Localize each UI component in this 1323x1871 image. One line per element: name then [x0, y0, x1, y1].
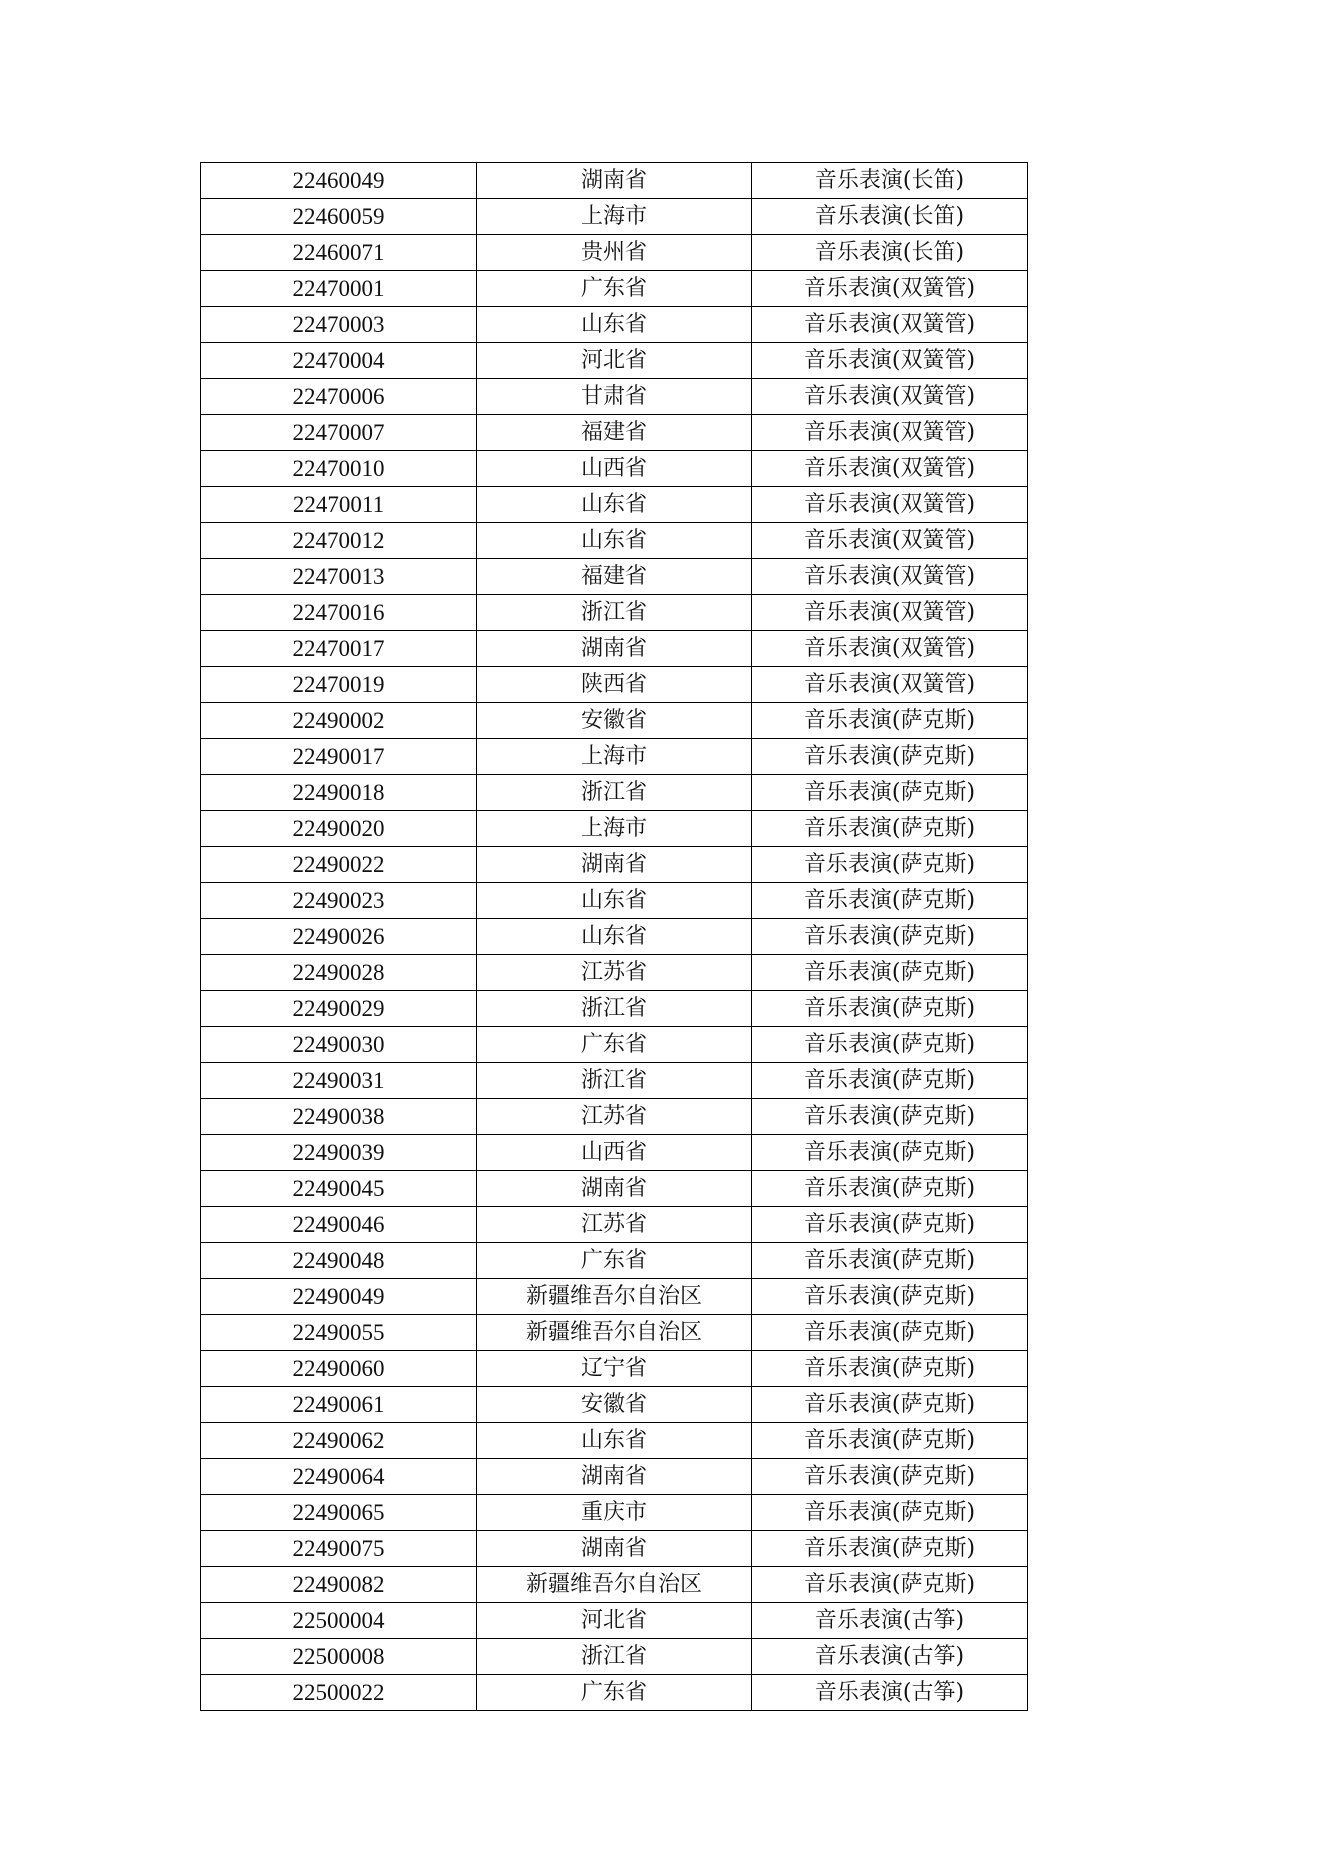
major-cell: 音乐表演(萨克斯)	[752, 919, 1028, 955]
candidate-id-cell: 22490031	[201, 1063, 477, 1099]
candidate-id-cell: 22490026	[201, 919, 477, 955]
major-cell: 音乐表演(萨克斯)	[752, 1099, 1028, 1135]
candidate-id-cell: 22490049	[201, 1279, 477, 1315]
region-cell: 山东省	[477, 307, 752, 343]
region-cell: 山西省	[477, 1135, 752, 1171]
region-cell: 安徽省	[477, 1387, 752, 1423]
major-cell: 音乐表演(长笛)	[752, 235, 1028, 271]
region-cell: 山东省	[477, 919, 752, 955]
table-row	[201, 991, 1028, 1027]
table-row	[201, 667, 1028, 703]
table-row	[201, 847, 1028, 883]
major-cell: 音乐表演(萨克斯)	[752, 1531, 1028, 1567]
candidate-id-cell: 22490039	[201, 1135, 477, 1171]
region-cell: 湖南省	[477, 1531, 752, 1567]
table-row	[201, 235, 1028, 271]
major-cell: 音乐表演(萨克斯)	[752, 1351, 1028, 1387]
region-cell: 甘肃省	[477, 379, 752, 415]
table-row	[201, 1063, 1028, 1099]
candidate-id-cell: 22460071	[201, 235, 477, 271]
major-cell: 音乐表演(萨克斯)	[752, 1567, 1028, 1603]
table-row	[201, 1243, 1028, 1279]
major-cell: 音乐表演(萨克斯)	[752, 1027, 1028, 1063]
table-row	[201, 1099, 1028, 1135]
region-cell: 浙江省	[477, 1639, 752, 1675]
candidate-id-cell: 22470004	[201, 343, 477, 379]
table-row	[201, 1639, 1028, 1675]
region-cell: 山东省	[477, 1423, 752, 1459]
major-cell: 音乐表演(萨克斯)	[752, 991, 1028, 1027]
candidate-id-cell: 22470003	[201, 307, 477, 343]
table-row	[201, 1207, 1028, 1243]
region-cell: 辽宁省	[477, 1351, 752, 1387]
major-cell: 音乐表演(双簧管)	[752, 271, 1028, 307]
candidate-id-cell: 22490029	[201, 991, 477, 1027]
region-cell: 山东省	[477, 883, 752, 919]
major-cell: 音乐表演(古筝)	[752, 1675, 1028, 1711]
major-cell: 音乐表演(萨克斯)	[752, 1063, 1028, 1099]
region-cell: 上海市	[477, 739, 752, 775]
major-cell: 音乐表演(双簧管)	[752, 595, 1028, 631]
candidate-id-cell: 22470016	[201, 595, 477, 631]
candidate-id-cell: 22500022	[201, 1675, 477, 1711]
major-cell: 音乐表演(双簧管)	[752, 379, 1028, 415]
major-cell: 音乐表演(双簧管)	[752, 451, 1028, 487]
candidate-id-cell: 22470012	[201, 523, 477, 559]
region-cell: 安徽省	[477, 703, 752, 739]
candidate-id-cell: 22460059	[201, 199, 477, 235]
candidate-id-cell: 22490020	[201, 811, 477, 847]
table-row	[201, 595, 1028, 631]
candidate-id-cell: 22490055	[201, 1315, 477, 1351]
table-row	[201, 523, 1028, 559]
major-cell: 音乐表演(双簧管)	[752, 307, 1028, 343]
region-cell: 新疆维吾尔自治区	[477, 1279, 752, 1315]
candidate-id-cell: 22470007	[201, 415, 477, 451]
region-cell: 上海市	[477, 811, 752, 847]
table-row	[201, 703, 1028, 739]
major-cell: 音乐表演(萨克斯)	[752, 1243, 1028, 1279]
region-cell: 山东省	[477, 487, 752, 523]
table-row	[201, 1351, 1028, 1387]
table-row	[201, 1387, 1028, 1423]
major-cell: 音乐表演(萨克斯)	[752, 1423, 1028, 1459]
table-row	[201, 1279, 1028, 1315]
table-row	[201, 955, 1028, 991]
region-cell: 江苏省	[477, 955, 752, 991]
region-cell: 浙江省	[477, 1063, 752, 1099]
table-row	[201, 415, 1028, 451]
table-row	[201, 1135, 1028, 1171]
admission-table	[200, 162, 1028, 1711]
major-cell: 音乐表演(萨克斯)	[752, 1315, 1028, 1351]
major-cell: 音乐表演(萨克斯)	[752, 883, 1028, 919]
region-cell: 河北省	[477, 343, 752, 379]
major-cell: 音乐表演(双簧管)	[752, 523, 1028, 559]
candidate-id-cell: 22490018	[201, 775, 477, 811]
table-row	[201, 775, 1028, 811]
candidate-id-cell: 22490075	[201, 1531, 477, 1567]
candidate-id-cell: 22490038	[201, 1099, 477, 1135]
region-cell: 河北省	[477, 1603, 752, 1639]
table-row	[201, 307, 1028, 343]
region-cell: 湖南省	[477, 163, 752, 199]
table-row	[201, 1315, 1028, 1351]
major-cell: 音乐表演(萨克斯)	[752, 1495, 1028, 1531]
table-row	[201, 379, 1028, 415]
region-cell: 重庆市	[477, 1495, 752, 1531]
candidate-id-cell: 22490045	[201, 1171, 477, 1207]
region-cell: 福建省	[477, 415, 752, 451]
major-cell: 音乐表演(萨克斯)	[752, 1171, 1028, 1207]
region-cell: 浙江省	[477, 775, 752, 811]
major-cell: 音乐表演(双簧管)	[752, 631, 1028, 667]
major-cell: 音乐表演(萨克斯)	[752, 1135, 1028, 1171]
table-row	[201, 1171, 1028, 1207]
region-cell: 浙江省	[477, 991, 752, 1027]
table-row	[201, 739, 1028, 775]
major-cell: 音乐表演(长笛)	[752, 163, 1028, 199]
region-cell: 广东省	[477, 1243, 752, 1279]
region-cell: 贵州省	[477, 235, 752, 271]
region-cell: 山西省	[477, 451, 752, 487]
candidate-id-cell: 22470019	[201, 667, 477, 703]
candidate-id-cell: 22490060	[201, 1351, 477, 1387]
major-cell: 音乐表演(双簧管)	[752, 415, 1028, 451]
major-cell: 音乐表演(萨克斯)	[752, 847, 1028, 883]
region-cell: 江苏省	[477, 1099, 752, 1135]
candidate-id-cell: 22470010	[201, 451, 477, 487]
table-row	[201, 163, 1028, 199]
admission-table-body	[201, 163, 1028, 1711]
region-cell: 福建省	[477, 559, 752, 595]
candidate-id-cell: 22490082	[201, 1567, 477, 1603]
candidate-id-cell: 22490022	[201, 847, 477, 883]
table-row	[201, 1423, 1028, 1459]
candidate-id-cell: 22490017	[201, 739, 477, 775]
region-cell: 上海市	[477, 199, 752, 235]
table-row	[201, 1027, 1028, 1063]
major-cell: 音乐表演(萨克斯)	[752, 739, 1028, 775]
major-cell: 音乐表演(双簧管)	[752, 487, 1028, 523]
region-cell: 湖南省	[477, 631, 752, 667]
candidate-id-cell: 22470006	[201, 379, 477, 415]
major-cell: 音乐表演(萨克斯)	[752, 1279, 1028, 1315]
table-row	[201, 883, 1028, 919]
table-row	[201, 1675, 1028, 1711]
table-row	[201, 199, 1028, 235]
major-cell: 音乐表演(萨克斯)	[752, 955, 1028, 991]
candidate-id-cell: 22500008	[201, 1639, 477, 1675]
candidate-id-cell: 22490028	[201, 955, 477, 991]
candidate-id-cell: 22490065	[201, 1495, 477, 1531]
major-cell: 音乐表演(双簧管)	[752, 343, 1028, 379]
candidate-id-cell: 22490064	[201, 1459, 477, 1495]
candidate-id-cell: 22470011	[201, 487, 477, 523]
major-cell: 音乐表演(萨克斯)	[752, 703, 1028, 739]
major-cell: 音乐表演(双簧管)	[752, 667, 1028, 703]
table-row	[201, 919, 1028, 955]
major-cell: 音乐表演(双簧管)	[752, 559, 1028, 595]
table-row	[201, 1495, 1028, 1531]
candidate-id-cell: 22490002	[201, 703, 477, 739]
region-cell: 广东省	[477, 1675, 752, 1711]
region-cell: 江苏省	[477, 1207, 752, 1243]
candidate-id-cell: 22470017	[201, 631, 477, 667]
candidate-id-cell: 22470001	[201, 271, 477, 307]
table-row	[201, 631, 1028, 667]
table-row	[201, 343, 1028, 379]
region-cell: 陕西省	[477, 667, 752, 703]
region-cell: 新疆维吾尔自治区	[477, 1567, 752, 1603]
table-row	[201, 487, 1028, 523]
table-row	[201, 1531, 1028, 1567]
candidate-id-cell: 22490046	[201, 1207, 477, 1243]
major-cell: 音乐表演(萨克斯)	[752, 1207, 1028, 1243]
region-cell: 广东省	[477, 271, 752, 307]
candidate-id-cell: 22500004	[201, 1603, 477, 1639]
major-cell: 音乐表演(长笛)	[752, 199, 1028, 235]
table-row	[201, 1567, 1028, 1603]
major-cell: 音乐表演(萨克斯)	[752, 1459, 1028, 1495]
candidate-id-cell: 22490061	[201, 1387, 477, 1423]
table-row	[201, 451, 1028, 487]
table-row	[201, 811, 1028, 847]
table-row	[201, 559, 1028, 595]
region-cell: 山东省	[477, 523, 752, 559]
candidate-id-cell: 22490030	[201, 1027, 477, 1063]
major-cell: 音乐表演(萨克斯)	[752, 811, 1028, 847]
candidate-id-cell: 22490048	[201, 1243, 477, 1279]
region-cell: 湖南省	[477, 1171, 752, 1207]
candidate-id-cell: 22460049	[201, 163, 477, 199]
candidate-id-cell: 22470013	[201, 559, 477, 595]
major-cell: 音乐表演(萨克斯)	[752, 775, 1028, 811]
candidate-id-cell: 22490023	[201, 883, 477, 919]
region-cell: 新疆维吾尔自治区	[477, 1315, 752, 1351]
region-cell: 广东省	[477, 1027, 752, 1063]
major-cell: 音乐表演(古筝)	[752, 1603, 1028, 1639]
major-cell: 音乐表演(古筝)	[752, 1639, 1028, 1675]
table-row	[201, 1459, 1028, 1495]
table-row	[201, 1603, 1028, 1639]
table-row	[201, 271, 1028, 307]
region-cell: 湖南省	[477, 847, 752, 883]
major-cell: 音乐表演(萨克斯)	[752, 1387, 1028, 1423]
region-cell: 浙江省	[477, 595, 752, 631]
region-cell: 湖南省	[477, 1459, 752, 1495]
candidate-id-cell: 22490062	[201, 1423, 477, 1459]
